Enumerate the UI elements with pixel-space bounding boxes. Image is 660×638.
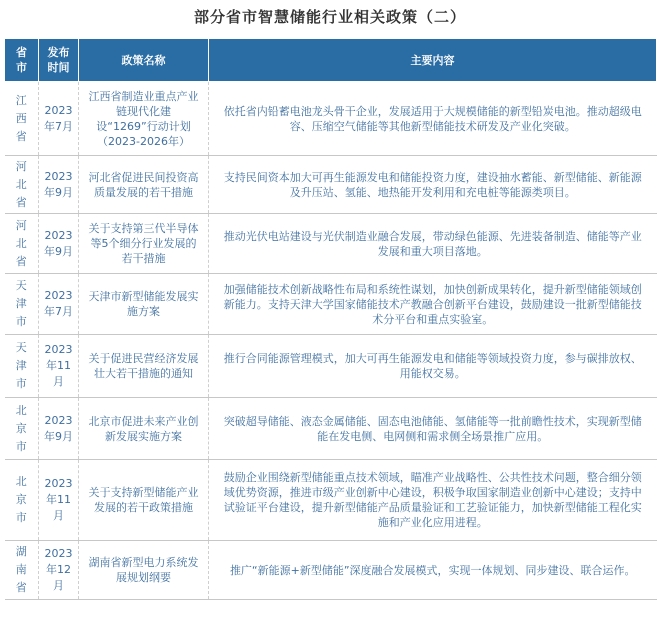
cell-date: 2023年11月 <box>39 460 79 541</box>
cell-province: 天津市 <box>5 274 39 335</box>
table-row <box>5 460 657 541</box>
cell-province: 北京市 <box>5 460 39 541</box>
header-date: 发布时间 <box>39 39 79 82</box>
table-header-row <box>5 39 657 82</box>
table-row <box>5 82 657 156</box>
cell-policy: 河北省促进民间投资高质量发展的若干措施 <box>79 156 209 214</box>
cell-date: 2023年7月 <box>39 82 79 156</box>
cell-province: 江西省 <box>5 82 39 156</box>
header-province: 省市 <box>5 39 39 82</box>
page-title: 部分省市智慧储能行业相关政策（二） <box>193 8 466 26</box>
cell-policy: 湖南省新型电力系统发展规划纲要 <box>79 541 209 600</box>
cell-date: 2023年12月 <box>39 541 79 600</box>
cell-date: 2023年11月 <box>39 335 79 398</box>
cell-policy: 天津市新型储能发展实施方案 <box>79 274 209 335</box>
table-row <box>5 214 657 274</box>
table-row <box>5 335 657 398</box>
cell-content: 推广“新能源+新型储能”深度融合发展模式，实现一体规划、同步建设、联合运作。 <box>209 541 657 600</box>
cell-province: 河北省 <box>5 214 39 274</box>
header-policy: 政策名称 <box>79 39 209 82</box>
cell-content: 支持民间资本加大可再生能源发电和储能投资力度，建设抽水蓄能、新型储能、新能源及升压站、氢能、地热能开发利用和充电桩等能源类项目。 <box>209 156 657 214</box>
table-row <box>5 274 657 335</box>
header-content: 主要内容 <box>209 39 657 82</box>
cell-province: 北京市 <box>5 398 39 460</box>
cell-province: 河北省 <box>5 156 39 214</box>
cell-content: 突破超导储能、液态金属储能、固态电池储能、氢储能等一批前瞻性技术，实现新型储能在发电侧、电网侧和需求侧全场景推广应用。 <box>209 398 657 460</box>
cell-policy: 关于支持新型储能产业发展的若干政策措施 <box>79 460 209 541</box>
cell-date: 2023年9月 <box>39 214 79 274</box>
cell-date: 2023年7月 <box>39 274 79 335</box>
cell-province: 湖南省 <box>5 541 39 600</box>
cell-date: 2023年9月 <box>39 398 79 460</box>
cell-policy: 关于促进民营经济发展壮大若干措施的通知 <box>79 335 209 398</box>
cell-policy: 江西省制造业重点产业链现代化建设“1269”行动计划（2023-2026年） <box>79 82 209 156</box>
cell-policy: 北京市促进未来产业创新发展实施方案 <box>79 398 209 460</box>
table-row <box>5 398 657 460</box>
cell-content: 加强储能技术创新战略性布局和系统性谋划，加快创新成果转化，提升新型储能领域创新能力。支持天津大学国家储能技术产教融合创新平台建设，鼓励建设一批新型储能技术分平台和重点实验室。 <box>209 274 657 335</box>
cell-content: 依托省内铅蓄电池龙头骨干企业，发展适用于大规模储能的新型铅炭电池。推动超级电容、压缩空气储能等其他新型储能技术研发及产业化突破。 <box>209 82 657 156</box>
cell-content: 推行合同能源管理模式，加大可再生能源发电和储能等领域投资力度，参与碳排放权、用能权交易。 <box>209 335 657 398</box>
table-row <box>5 156 657 214</box>
cell-content: 推动光伏电站建设与光伏制造业融合发展，带动绿色能源、先进装备制造、储能等产业发展和重大项目落地。 <box>209 214 657 274</box>
cell-date: 2023年9月 <box>39 156 79 214</box>
cell-province: 天津市 <box>5 335 39 398</box>
cell-policy: 关于支持第三代半导体等5个细分行业发展的若干措施 <box>79 214 209 274</box>
policy-table <box>4 38 657 600</box>
cell-content: 鼓励企业围绕新型储能重点技术领域，瞄准产业战略性、公共性技术问题，整合细分领域优势资源，推进市级产业创新中心建设，积极争取国家制造业创新中心建设；支持中试验证平台建设，提升新型储能产品质量验证和工艺验证能力，加快新型储能工程化实施和产业化应用进程。 <box>209 460 657 541</box>
table-row <box>5 541 657 600</box>
